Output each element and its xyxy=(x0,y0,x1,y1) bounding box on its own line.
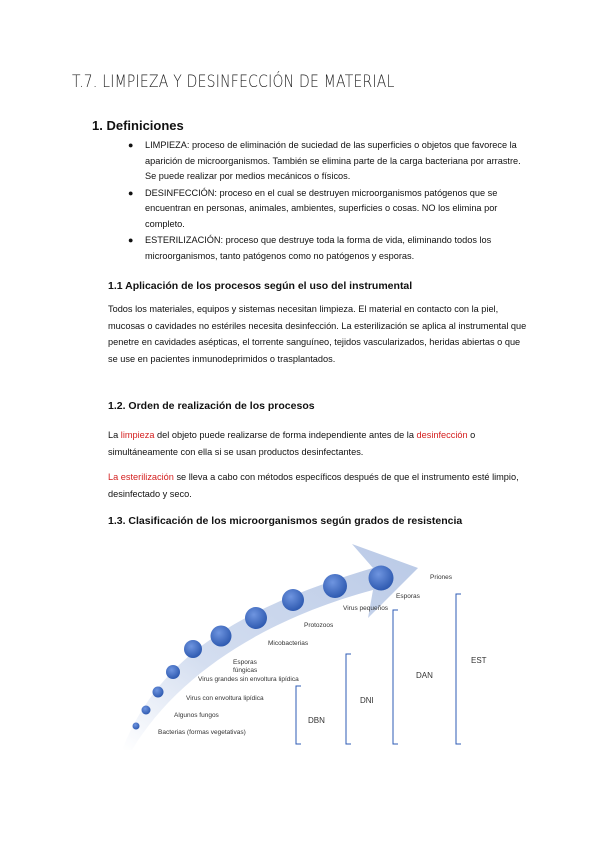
bracket-label-dbn: DBN xyxy=(308,716,325,725)
text-run: o simultáneamente con ella si se usan productos desinfectantes. xyxy=(108,430,476,457)
bullet-icon: ● xyxy=(128,140,134,150)
level-marker-1 xyxy=(133,723,140,730)
bracket-dni xyxy=(346,654,351,744)
bracket-dbn xyxy=(296,686,301,744)
label-micobacterias: Micobacterias xyxy=(268,640,309,647)
paragraph-orden-1 xyxy=(108,427,528,460)
bracket-label-dan: DAN xyxy=(416,671,433,680)
level-marker-10 xyxy=(369,566,394,591)
level-marker-2 xyxy=(142,706,151,715)
paragraph-orden-2 xyxy=(108,469,528,502)
highlight-esterilizacion: La esterilización xyxy=(108,472,174,482)
highlight-limpieza: limpieza xyxy=(120,430,155,440)
definitions-list xyxy=(128,138,528,265)
label-esporas: Esporas xyxy=(396,593,420,600)
text-run: del objeto puede realizarse de forma independiente antes de la xyxy=(154,430,417,440)
definition-limpieza: LIMPIEZA: proceso de eliminación de suciedad de las superficies o objetos que favorece la aparición de microorganismos. También se elimina parte de la carga bacteriana por arrastre. Se puede realizar por medios mecánicos o físicos. xyxy=(145,140,521,181)
level-marker-9 xyxy=(323,574,347,598)
level-marker-4 xyxy=(166,665,180,679)
bracket-dan xyxy=(393,610,398,744)
label-bacterias: Bacterias (formas vegetativas) xyxy=(158,729,246,736)
list-item xyxy=(128,233,528,264)
label-algunos-fungicos: Algunos fungos xyxy=(174,712,219,719)
level-marker-3 xyxy=(153,687,164,698)
label-protozoos: Protozoos xyxy=(304,622,334,629)
level-marker-5 xyxy=(184,640,202,658)
list-item xyxy=(128,186,528,233)
definition-esterilizacion: ESTERILIZACIÓN: proceso que destruye toda la forma de vida, eliminando todos los microorganismos, tanto patógenos como no patógenos y esporas. xyxy=(145,235,492,261)
text-run: La xyxy=(108,430,121,440)
bracket-est xyxy=(456,594,461,744)
bullet-icon: ● xyxy=(128,235,134,245)
paragraph-aplicacion: Todos los materiales, equipos y sistemas necesitan limpieza. El material en contacto con la piel, mucosas o cavidades no estériles necesita desinfección. La esterilización se aplica al instrumental que penetre en cavidades asépticas, el torrente sanguíneo, tejidos vascularizados, heridas abiertas o que se use en pacientes inmunodeprimidos o trasplantados. xyxy=(108,304,527,364)
label-virus-pequenos: Virus pequeños xyxy=(343,605,389,612)
level-marker-6 xyxy=(211,626,232,647)
section-heading-orden: 1.2. Orden de realización de los procesos xyxy=(108,400,315,412)
page-title: T.7. LIMPIEZA Y DESINFECCIÓN DE MATERIAL xyxy=(72,72,395,92)
section-heading-aplicacion: 1.1 Aplicación de los procesos según el uso del instrumental xyxy=(108,280,413,292)
highlight-desinfeccion: desinfección xyxy=(416,430,468,440)
section-heading-clasificacion: 1.3. Clasificación de los microorganismos según grados de resistencia xyxy=(108,515,463,527)
bullet-icon: ● xyxy=(128,187,134,198)
bracket-label-est: EST xyxy=(471,656,487,665)
resistance-diagram xyxy=(118,538,538,753)
bracket-label-dni: DNI xyxy=(360,696,374,705)
label-virus-envoltura: Virus con envoltura lipídica xyxy=(186,695,264,702)
label-priones: Priones xyxy=(430,574,453,581)
list-item xyxy=(128,138,528,185)
level-marker-8 xyxy=(282,589,304,611)
text-run: se lleva a cabo con métodos específicos después de que el instrumento esté limpio, desinfectado y seco. xyxy=(108,472,519,499)
label-esporas-fungicas-1: Esporas xyxy=(233,659,257,666)
definition-desinfeccion: DESINFECCIÓN: proceso en el cual se destruyen microorganismos patógenos que se encuentran en personas, animales, ambientes, superficies o cosas. NO los elimina por completo. xyxy=(145,187,498,229)
section-heading-definiciones: 1. Definiciones xyxy=(92,118,184,133)
level-marker-7 xyxy=(245,607,267,629)
label-virus-grandes: Virus grandes sin envoltura lipídica xyxy=(198,676,299,683)
label-esporas-fungicas-2: fúngicas xyxy=(233,667,258,674)
